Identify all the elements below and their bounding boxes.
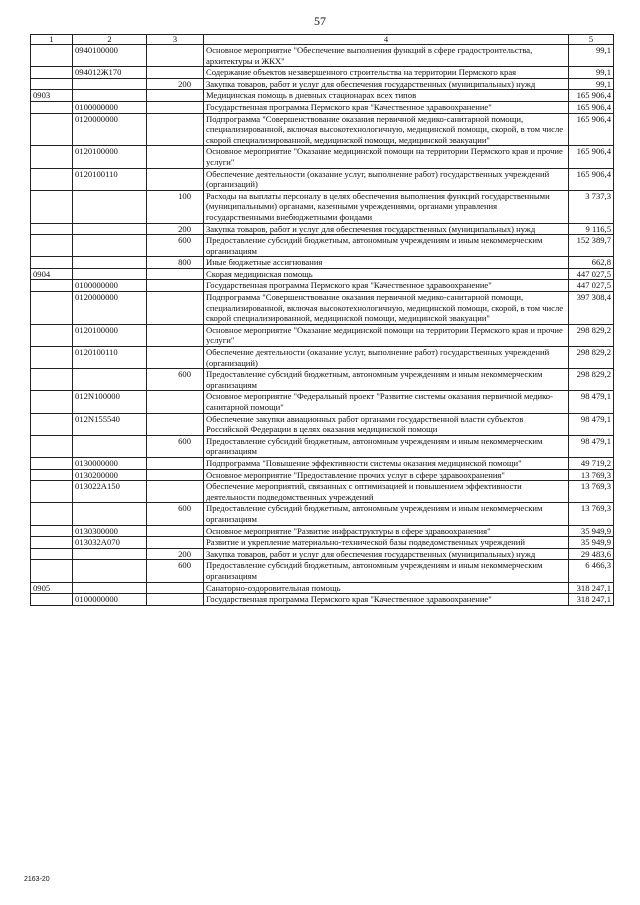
description-cell: Основное мероприятие "Обеспечение выполнения функций в сфере градостроительства, архитектуры и ЖКХ" bbox=[204, 45, 569, 67]
description-cell: Подпрограмма "Повышение эффективности системы оказания медицинской помощи" bbox=[204, 457, 569, 469]
table-row bbox=[31, 391, 614, 413]
section-code-cell: 0903 bbox=[31, 90, 73, 102]
target-article-cell bbox=[73, 435, 147, 457]
description-cell: Предоставление субсидий бюджетным, автономным учреждениям и иным некоммерческим организациям bbox=[204, 435, 569, 457]
section-code-cell bbox=[31, 190, 73, 223]
target-article-cell bbox=[73, 548, 147, 560]
expense-type-cell bbox=[147, 292, 204, 325]
description-cell: Закупка товаров, работ и услуг для обеспечения государственных (муниципальных) нужд bbox=[204, 78, 569, 90]
description-cell: Предоставление субсидий бюджетным, автономным учреждениям и иным некоммерческим организациям bbox=[204, 503, 569, 525]
amount-cell: 99,1 bbox=[569, 45, 614, 67]
section-code-cell bbox=[31, 235, 73, 257]
table-row bbox=[31, 548, 614, 560]
description-cell: Государственная программа Пермского края "Качественное здравоохранение" bbox=[204, 101, 569, 113]
target-article-cell bbox=[73, 235, 147, 257]
header-cell: 1 bbox=[31, 35, 73, 45]
table-row bbox=[31, 525, 614, 537]
section-code-cell bbox=[31, 45, 73, 67]
target-article-cell: 0120100000 bbox=[73, 146, 147, 168]
amount-cell: 49 719,2 bbox=[569, 457, 614, 469]
expense-type-cell bbox=[147, 146, 204, 168]
target-article-cell: 012N100000 bbox=[73, 391, 147, 413]
table-row bbox=[31, 67, 614, 79]
target-article-cell bbox=[73, 369, 147, 391]
expense-type-cell: 600 bbox=[147, 435, 204, 457]
section-code-cell bbox=[31, 257, 73, 269]
target-article-cell: 0120000000 bbox=[73, 113, 147, 146]
section-code-cell bbox=[31, 537, 73, 549]
description-cell: Санаторно-оздоровительная помощь bbox=[204, 582, 569, 594]
description-cell: Подпрограмма "Совершенствование оказания первичной медико-санитарной помощи, специализированной, включая высокотехнологичную, медицинской помощи, скорой, в том числе скорой специализированной, медицинской помощи, медицинской эвакуации" bbox=[204, 292, 569, 325]
amount-cell: 447 027,5 bbox=[569, 268, 614, 280]
expense-type-cell: 600 bbox=[147, 503, 204, 525]
amount-cell: 662,8 bbox=[569, 257, 614, 269]
target-article-cell bbox=[73, 582, 147, 594]
description-cell: Развитие и укрепление материально-технической базы подведомственных учреждений bbox=[204, 537, 569, 549]
expense-type-cell bbox=[147, 347, 204, 369]
section-code-cell bbox=[31, 413, 73, 435]
description-cell: Обеспечение закупки авиационных работ органами государственной власти субъектов Российской Федерации в целях оказания медицинской помощи bbox=[204, 413, 569, 435]
footer-code: 2163-20 bbox=[24, 876, 50, 883]
table-header-row bbox=[31, 35, 614, 45]
amount-cell: 165 906,4 bbox=[569, 113, 614, 146]
expense-type-cell: 600 bbox=[147, 235, 204, 257]
target-article-cell bbox=[73, 257, 147, 269]
table-row bbox=[31, 78, 614, 90]
description-cell: Предоставление субсидий бюджетным, автономным учреждениям и иным некоммерческим организациям bbox=[204, 235, 569, 257]
expense-type-cell: 600 bbox=[147, 560, 204, 582]
header-cell: 4 bbox=[204, 35, 569, 45]
table-row bbox=[31, 190, 614, 223]
amount-cell: 447 027,5 bbox=[569, 280, 614, 292]
section-code-cell bbox=[31, 503, 73, 525]
table-row bbox=[31, 503, 614, 525]
target-article-cell: 094012Ж170 bbox=[73, 67, 147, 79]
table-row bbox=[31, 113, 614, 146]
section-code-cell bbox=[31, 525, 73, 537]
amount-cell: 165 906,4 bbox=[569, 168, 614, 190]
section-code-cell bbox=[31, 391, 73, 413]
amount-cell: 3 737,3 bbox=[569, 190, 614, 223]
section-code-cell bbox=[31, 435, 73, 457]
section-code-cell bbox=[31, 113, 73, 146]
amount-cell: 29 483,6 bbox=[569, 548, 614, 560]
amount-cell: 35 949,9 bbox=[569, 537, 614, 549]
amount-cell: 35 949,9 bbox=[569, 525, 614, 537]
table-row bbox=[31, 235, 614, 257]
description-cell: Основное мероприятие "Развитие инфраструктуры в сфере здравоохранения" bbox=[204, 525, 569, 537]
expense-type-cell bbox=[147, 101, 204, 113]
amount-cell: 165 906,4 bbox=[569, 90, 614, 102]
section-code-cell bbox=[31, 78, 73, 90]
target-article-cell: 0100000000 bbox=[73, 101, 147, 113]
expense-type-cell: 800 bbox=[147, 257, 204, 269]
description-cell: Обеспечение мероприятий, связанных с оптимизацией и повышением эффективности деятельности подведомственных учреждений bbox=[204, 481, 569, 503]
target-article-cell: 0130000000 bbox=[73, 457, 147, 469]
amount-cell: 13 769,3 bbox=[569, 481, 614, 503]
target-article-cell bbox=[73, 78, 147, 90]
section-code-cell bbox=[31, 223, 73, 235]
table-row bbox=[31, 223, 614, 235]
expense-type-cell bbox=[147, 113, 204, 146]
expense-type-cell bbox=[147, 413, 204, 435]
description-cell: Содержание объектов незавершенного строительства на территории Пермского края bbox=[204, 67, 569, 79]
section-code-cell bbox=[31, 347, 73, 369]
section-code-cell bbox=[31, 67, 73, 79]
amount-cell: 165 906,4 bbox=[569, 101, 614, 113]
table-row bbox=[31, 457, 614, 469]
amount-cell: 318 247,1 bbox=[569, 594, 614, 606]
description-cell: Основное мероприятие "Федеральный проект "Развитие системы оказания первичной медико-санитарной помощи" bbox=[204, 391, 569, 413]
header-cell: 3 bbox=[147, 35, 204, 45]
target-article-cell bbox=[73, 560, 147, 582]
header-cell: 5 bbox=[569, 35, 614, 45]
amount-cell: 318 247,1 bbox=[569, 582, 614, 594]
target-article-cell: 0100000000 bbox=[73, 280, 147, 292]
target-article-cell: 0120100110 bbox=[73, 347, 147, 369]
expense-type-cell: 200 bbox=[147, 78, 204, 90]
section-code-cell bbox=[31, 594, 73, 606]
description-cell: Основное мероприятие "Предоставление прочих услуг в сфере здравоохранения" bbox=[204, 469, 569, 481]
table-row bbox=[31, 435, 614, 457]
description-cell: Предоставление субсидий бюджетным, автономным учреждениям и иным некоммерческим организациям bbox=[204, 369, 569, 391]
expense-type-cell bbox=[147, 537, 204, 549]
target-article-cell bbox=[73, 223, 147, 235]
section-code-cell bbox=[31, 292, 73, 325]
table-row bbox=[31, 257, 614, 269]
expense-type-cell: 600 bbox=[147, 369, 204, 391]
section-code-cell: 0904 bbox=[31, 268, 73, 280]
description-cell: Расходы на выплаты персоналу в целях обеспечения выполнения функций государственными (муниципальными) органами, казенными учреждениями, органами управления государственными внебюджетными фондами bbox=[204, 190, 569, 223]
expense-type-cell bbox=[147, 90, 204, 102]
description-cell: Подпрограмма "Совершенствование оказания первичной медико-санитарной помощи, специализированной, включая высокотехнологичную, медицинской помощи, скорой, в том числе скорой специализированной, медицинской помощи, медицинской эвакуации" bbox=[204, 113, 569, 146]
expense-type-cell bbox=[147, 457, 204, 469]
table-row bbox=[31, 594, 614, 606]
description-cell: Основное мероприятие "Оказание медицинской помощи на территории Пермского края и прочие услуги" bbox=[204, 324, 569, 346]
table-row bbox=[31, 90, 614, 102]
target-article-cell: 0120100000 bbox=[73, 324, 147, 346]
expense-type-cell bbox=[147, 391, 204, 413]
table-row bbox=[31, 469, 614, 481]
table-row bbox=[31, 292, 614, 325]
table-row bbox=[31, 582, 614, 594]
section-code-cell bbox=[31, 481, 73, 503]
page-number: 57 bbox=[314, 14, 326, 28]
section-code-cell bbox=[31, 469, 73, 481]
section-code-cell bbox=[31, 369, 73, 391]
table-row bbox=[31, 537, 614, 549]
target-article-cell: 013032А070 bbox=[73, 537, 147, 549]
description-cell: Медицинская помощь в дневных стационарах всех типов bbox=[204, 90, 569, 102]
section-code-cell bbox=[31, 457, 73, 469]
target-article-cell: 0100000000 bbox=[73, 594, 147, 606]
description-cell: Обеспечение деятельности (оказание услуг, выполнение работ) государственных учреждений (организаций) bbox=[204, 168, 569, 190]
expense-type-cell bbox=[147, 280, 204, 292]
section-code-cell bbox=[31, 548, 73, 560]
table-row bbox=[31, 268, 614, 280]
section-code-cell bbox=[31, 324, 73, 346]
table-row bbox=[31, 45, 614, 67]
section-code-cell: 0905 bbox=[31, 582, 73, 594]
table-row bbox=[31, 168, 614, 190]
expense-type-cell bbox=[147, 268, 204, 280]
target-article-cell bbox=[73, 90, 147, 102]
target-article-cell bbox=[73, 268, 147, 280]
expense-type-cell bbox=[147, 582, 204, 594]
description-cell: Предоставление субсидий бюджетным, автономным учреждениям и иным некоммерческим организациям bbox=[204, 560, 569, 582]
section-code-cell bbox=[31, 146, 73, 168]
amount-cell: 13 769,3 bbox=[569, 469, 614, 481]
budget-table bbox=[30, 34, 614, 606]
expense-type-cell bbox=[147, 469, 204, 481]
target-article-cell: 012N155540 bbox=[73, 413, 147, 435]
table-row bbox=[31, 146, 614, 168]
target-article-cell: 013022А150 bbox=[73, 481, 147, 503]
expense-type-cell bbox=[147, 594, 204, 606]
expense-type-cell bbox=[147, 67, 204, 79]
target-article-cell: 0130200000 bbox=[73, 469, 147, 481]
amount-cell: 298 829,2 bbox=[569, 324, 614, 346]
description-cell: Основное мероприятие "Оказание медицинской помощи на территории Пермского края и прочие услуги" bbox=[204, 146, 569, 168]
amount-cell: 6 466,3 bbox=[569, 560, 614, 582]
amount-cell: 298 829,2 bbox=[569, 347, 614, 369]
expense-type-cell bbox=[147, 481, 204, 503]
table-row bbox=[31, 481, 614, 503]
description-cell: Государственная программа Пермского края "Качественное здравоохранение" bbox=[204, 594, 569, 606]
table-row bbox=[31, 560, 614, 582]
description-cell: Обеспечение деятельности (оказание услуг, выполнение работ) государственных учреждений (организаций) bbox=[204, 347, 569, 369]
target-article-cell bbox=[73, 190, 147, 223]
description-cell: Скорая медицинская помощь bbox=[204, 268, 569, 280]
description-cell: Иные бюджетные ассигнования bbox=[204, 257, 569, 269]
description-cell: Закупка товаров, работ и услуг для обеспечения государственных (муниципальных) нужд bbox=[204, 223, 569, 235]
table-row bbox=[31, 347, 614, 369]
amount-cell: 152 389,7 bbox=[569, 235, 614, 257]
amount-cell: 99,1 bbox=[569, 67, 614, 79]
expense-type-cell bbox=[147, 45, 204, 67]
amount-cell: 397 308,4 bbox=[569, 292, 614, 325]
amount-cell: 13 769,3 bbox=[569, 503, 614, 525]
expense-type-cell: 100 bbox=[147, 190, 204, 223]
description-cell: Закупка товаров, работ и услуг для обеспечения государственных (муниципальных) нужд bbox=[204, 548, 569, 560]
amount-cell: 99,1 bbox=[569, 78, 614, 90]
table-row bbox=[31, 280, 614, 292]
section-code-cell bbox=[31, 560, 73, 582]
target-article-cell: 0120000000 bbox=[73, 292, 147, 325]
amount-cell: 98 479,1 bbox=[569, 435, 614, 457]
section-code-cell bbox=[31, 101, 73, 113]
amount-cell: 298 829,2 bbox=[569, 369, 614, 391]
target-article-cell bbox=[73, 503, 147, 525]
target-article-cell: 0940100000 bbox=[73, 45, 147, 67]
amount-cell: 98 479,1 bbox=[569, 413, 614, 435]
table-row bbox=[31, 369, 614, 391]
description-cell: Государственная программа Пермского края "Качественное здравоохранение" bbox=[204, 280, 569, 292]
table-row bbox=[31, 101, 614, 113]
target-article-cell: 0120100110 bbox=[73, 168, 147, 190]
section-code-cell bbox=[31, 280, 73, 292]
section-code-cell bbox=[31, 168, 73, 190]
expense-type-cell bbox=[147, 168, 204, 190]
expense-type-cell bbox=[147, 324, 204, 346]
table-row bbox=[31, 324, 614, 346]
amount-cell: 165 906,4 bbox=[569, 146, 614, 168]
expense-type-cell bbox=[147, 525, 204, 537]
expense-type-cell: 200 bbox=[147, 548, 204, 560]
expense-type-cell: 200 bbox=[147, 223, 204, 235]
header-cell: 2 bbox=[73, 35, 147, 45]
table-row bbox=[31, 413, 614, 435]
target-article-cell: 0130300000 bbox=[73, 525, 147, 537]
amount-cell: 9 116,5 bbox=[569, 223, 614, 235]
amount-cell: 98 479,1 bbox=[569, 391, 614, 413]
